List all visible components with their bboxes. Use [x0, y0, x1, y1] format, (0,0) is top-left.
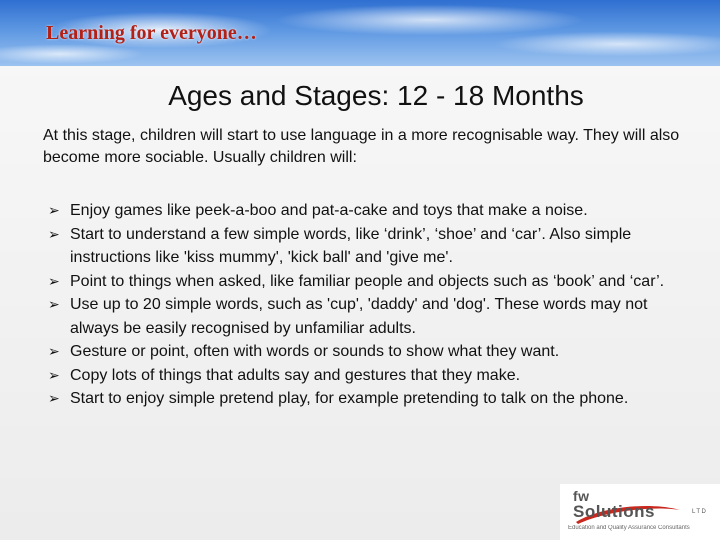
list-item — [47, 387, 687, 411]
arrow-bullet-icon: ➢ — [48, 296, 60, 312]
list-item — [47, 270, 687, 294]
list-item-text: Start to understand a few simple words, like ‘drink’, ‘shoe’ and ‘car’. Also simple instructions like 'kiss mummy', 'kick ball' and 'give me'. — [70, 225, 632, 266]
list-item — [47, 223, 687, 270]
list-item — [47, 293, 687, 340]
list-item-text: Gesture or point, often with words or sounds to show what they want. — [70, 343, 560, 360]
intro-paragraph: At this stage, children will start to use language in a more recognisable way. They will also become more sociable. Usually children will: — [43, 127, 680, 166]
list-item-text: Enjoy games like peek-a-boo and pat-a-cake and toys that make a noise. — [70, 202, 588, 219]
arrow-bullet-icon: ➢ — [48, 202, 60, 218]
list-item — [47, 199, 687, 223]
arrow-bullet-icon: ➢ — [48, 225, 60, 242]
bullet-list — [47, 199, 687, 411]
company-logo — [560, 484, 720, 540]
slide-title: Ages and Stages: 12 - 18 Months — [168, 80, 584, 111]
header-banner — [0, 0, 720, 66]
arrow-bullet-icon: ➢ — [48, 366, 60, 383]
list-item-text: Point to things when asked, like familiar people and objects such as ‘book’ and ‘car’. — [70, 272, 665, 290]
arrow-bullet-icon: ➢ — [48, 343, 60, 359]
list-item-text: Start to enjoy simple pretend play, for example pretending to talk on the phone. — [70, 390, 629, 407]
list-item — [47, 364, 687, 388]
arrow-bullet-icon: ➢ — [48, 272, 60, 289]
logo-ltd-text: LTD — [692, 509, 708, 515]
arrow-bullet-icon: ➢ — [48, 390, 60, 406]
logo-tagline: Education and Quality Assurance Consultants — [568, 525, 690, 531]
banner-title: Learning for everyone… — [46, 22, 257, 44]
list-item — [47, 340, 687, 364]
logo-solutions-text: Solutions — [573, 502, 655, 521]
logo-fw-text: fw — [573, 488, 590, 504]
list-item-text: Use up to 20 simple words, such as 'cup', 'daddy' and 'dog'. These words may not always be easily recognised by unfamiliar adults. — [70, 296, 648, 337]
list-item-text: Copy lots of things that adults say and gestures that they make. — [70, 366, 521, 384]
